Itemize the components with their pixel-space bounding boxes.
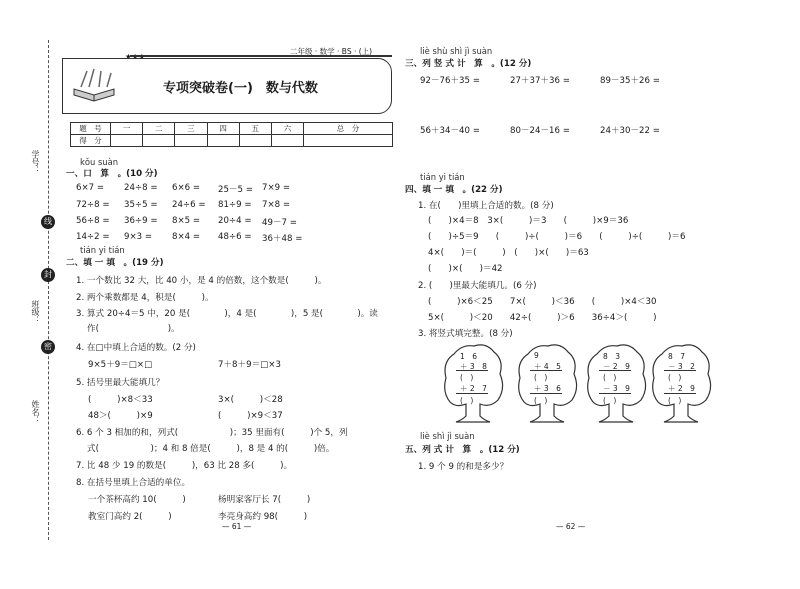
score-cell: 二 bbox=[143, 123, 175, 135]
s2-question-5: 5. 括号里最大能填几？ bbox=[76, 378, 165, 388]
mental-math-item: 25－5 = bbox=[218, 185, 253, 195]
section2-heading: 二、填 一 填 。(19 分) bbox=[66, 258, 164, 268]
s2-question-3b: 作( )。 bbox=[87, 324, 180, 334]
tree-rule bbox=[530, 393, 562, 394]
s2-question-8: 8. 在括号里填上合适的单位。 bbox=[76, 478, 191, 488]
s2-question-5c: 48＞( )×9 bbox=[88, 411, 153, 421]
header-stars: ★★★ bbox=[125, 52, 146, 61]
mental-math-item: 56÷8 = bbox=[76, 216, 110, 226]
tree-line: － 3 2 bbox=[668, 362, 695, 371]
mental-math-item: 81÷9 = bbox=[218, 200, 252, 210]
tree-line: 9 bbox=[534, 351, 539, 360]
tree-rule bbox=[456, 393, 488, 394]
s2-question-8b: 杨明家客厅长 7( ) bbox=[218, 495, 311, 505]
vertical-calc-item: 27＋37＋36 = bbox=[510, 76, 570, 86]
s4-question-2: 2. ( )里最大能填几。(6 分) bbox=[418, 281, 537, 291]
binding-circle-feng: 封 bbox=[41, 268, 55, 282]
s2-question-8c: 教室门高约 2( ) bbox=[88, 512, 172, 522]
s4-question-1: 1. 在( )里填上合适的数。(8 分) bbox=[418, 201, 554, 211]
score-cell: 四 bbox=[207, 123, 239, 135]
class-label: 班级： bbox=[31, 300, 40, 324]
name-label: 姓名： bbox=[31, 400, 40, 424]
score-input-cell[interactable] bbox=[304, 135, 393, 147]
score-input-cell[interactable] bbox=[143, 135, 175, 147]
tree-line: ( ) bbox=[534, 373, 548, 382]
section4-heading: 四、填 一 填 。(22 分) bbox=[405, 185, 503, 195]
s2-question-5a: ( )×8＜33 bbox=[88, 395, 153, 405]
mental-math-item: 36＋48 = bbox=[262, 234, 303, 244]
page-title: 专项突破卷(一) 数与代数 bbox=[163, 81, 318, 96]
s2-question-4a: 9×5＋9＝□×□ bbox=[88, 360, 153, 370]
s2-question-6a: 6. 6 个 3 相加的和，列式( )；35 里面有( )个 5，列 bbox=[76, 428, 348, 438]
score-cell: 题 号 bbox=[71, 123, 111, 135]
tree-line: ( ) bbox=[603, 396, 617, 405]
score-cell: 得 分 bbox=[71, 135, 111, 147]
mental-math-item: 6×7 = bbox=[76, 183, 105, 193]
mental-math-item: 14÷2 = bbox=[76, 232, 110, 242]
s4-question-3: 3. 将竖式填完整。(8 分) bbox=[418, 329, 513, 339]
student-id-label: 学号： bbox=[31, 150, 40, 174]
s4-q2-row2: 5×( )＜20 42÷( )＞6 36÷4＞( ) bbox=[428, 313, 657, 323]
tree-problem bbox=[583, 342, 649, 424]
s2-question-5d: ( )×9＜37 bbox=[218, 411, 283, 421]
s4-q2-row1: ( )×6＜25 7×( )＜36 ( )×4＜30 bbox=[428, 297, 657, 307]
mental-math-item: 20÷4 = bbox=[218, 216, 252, 226]
score-input-cell[interactable] bbox=[207, 135, 239, 147]
header-rule bbox=[130, 55, 392, 57]
mental-math-item: 36÷9 = bbox=[124, 216, 158, 226]
s2-question-4: 4. 在□中填上合适的数。(2 分) bbox=[76, 343, 196, 353]
mental-math-item: 24÷8 = bbox=[124, 183, 158, 193]
tree-line: ( ) bbox=[460, 396, 474, 405]
section5-pinyin: liè shì jì suàn bbox=[420, 431, 475, 441]
s4-q1-row1: ( )×4＝8 3×( )＝3 ( )×9＝36 bbox=[428, 216, 629, 226]
binding-margin bbox=[0, 0, 60, 589]
tree-line: ＋ 4 5 bbox=[534, 362, 561, 371]
book-icon bbox=[69, 67, 119, 107]
series-label: 二年级 · 数学 · BS · (上) bbox=[290, 47, 373, 56]
tree-line: ＋ 3 6 bbox=[534, 384, 561, 393]
tree-problem bbox=[648, 342, 714, 424]
vertical-calc-item: 80－24－16 = bbox=[510, 126, 570, 136]
page-number-left: — 61 — bbox=[222, 522, 252, 531]
tree-line: ( ) bbox=[460, 373, 474, 382]
binding-dashed-line bbox=[48, 40, 49, 540]
mental-math-item: 7×9 = bbox=[262, 183, 291, 193]
score-table-score-row bbox=[71, 135, 393, 147]
s2-question-6b: 式( )；4 和 8 倍是( )，8 是 4 的( )倍。 bbox=[87, 444, 335, 454]
vertical-calc-item: 92－76＋35 = bbox=[420, 76, 480, 86]
vertical-calc-item: 56＋34－40 = bbox=[420, 126, 480, 136]
section5-heading: 五、列 式 计 算 。(12 分) bbox=[405, 445, 520, 455]
score-cell: 三 bbox=[175, 123, 207, 135]
vertical-calc-item: 89－35＋26 = bbox=[600, 76, 660, 86]
tree-line: 8 7 bbox=[668, 352, 686, 361]
section4-pinyin: tián yi tián bbox=[420, 172, 465, 182]
tree-problem bbox=[440, 342, 506, 424]
s2-question-1: 1. 一个数比 32 大，比 40 小，是 4 的倍数，这个数是( )。 bbox=[76, 276, 327, 286]
section3-heading: 三、列 竖 式 计 算 。(12 分) bbox=[405, 59, 532, 69]
s2-question-7: 7. 比 48 少 19 的数是( )，63 比 28 多( )。 bbox=[76, 461, 293, 471]
mental-math-item: 8×4 = bbox=[172, 232, 201, 242]
score-input-cell[interactable] bbox=[111, 135, 143, 147]
tree-line: ( ) bbox=[603, 373, 617, 382]
tree-line: － 2 9 bbox=[603, 362, 630, 371]
tree-rule bbox=[599, 393, 631, 394]
s4-q1-row2: ( )÷5＝9 ( )÷( )＝6 ( )÷( )＝6 bbox=[428, 232, 686, 242]
s2-question-5b: 3×( )＜28 bbox=[218, 395, 283, 405]
score-cell: 六 bbox=[271, 123, 303, 135]
tree-rule bbox=[664, 370, 696, 371]
tree-rule bbox=[530, 370, 562, 371]
mental-math-item: 7×8 = bbox=[262, 200, 291, 210]
tree-line: ＋ 3 8 bbox=[460, 362, 487, 371]
mental-math-item: 35÷5 = bbox=[124, 200, 158, 210]
tree-line: 1 6 bbox=[460, 352, 478, 361]
mental-math-item: 9×3 = bbox=[124, 232, 153, 242]
section1-pinyin: kǒu suàn bbox=[80, 157, 119, 167]
tree-line: ( ) bbox=[668, 396, 682, 405]
mental-math-item: 8×5 = bbox=[172, 216, 201, 226]
tree-line: ( ) bbox=[668, 373, 682, 382]
score-table-header-row bbox=[71, 123, 393, 135]
tree-rule bbox=[456, 370, 488, 371]
mental-math-item: 24÷6 = bbox=[172, 200, 206, 210]
section2-pinyin: tián yi tián bbox=[80, 245, 125, 255]
s2-question-3a: 3. 算式 20÷4＝5 中，20 是( )，4 是( )，5 是( )。读 bbox=[76, 309, 378, 319]
score-input-cell[interactable] bbox=[175, 135, 207, 147]
tree-problem bbox=[514, 342, 580, 424]
binding-circle-xian: 线 bbox=[41, 215, 55, 229]
score-input-cell[interactable] bbox=[271, 135, 303, 147]
section1-heading: 一、口 算 。(10 分) bbox=[66, 169, 158, 179]
tree-rule bbox=[599, 370, 631, 371]
binding-circle-mi: 密 bbox=[41, 340, 55, 354]
s5-question-1: 1. 9 个 9 的和是多少？ bbox=[418, 462, 509, 472]
section3-pinyin: liè shù shì jì suàn bbox=[420, 46, 493, 56]
mental-math-item: 6×6 = bbox=[172, 183, 201, 193]
s2-question-2: 2. 两个乘数都是 4，积是( )。 bbox=[76, 293, 214, 303]
score-cell: 五 bbox=[239, 123, 271, 135]
tree-line: 8 3 bbox=[603, 352, 621, 361]
page-number-right: — 62 — bbox=[556, 522, 586, 531]
title-box bbox=[62, 58, 392, 114]
tree-line: ＋ 2 7 bbox=[460, 384, 487, 393]
vertical-calc-item: 24＋30－22 = bbox=[600, 126, 660, 136]
s2-question-8d: 李亮身高约 98( ) bbox=[218, 512, 308, 522]
s4-q1-row3: 4×( )＝( ) ( )×( )＝63 bbox=[428, 248, 589, 258]
s2-question-8a: 一个茶杯高约 10( ) bbox=[88, 495, 186, 505]
score-table bbox=[70, 122, 393, 147]
score-cell: 一 bbox=[111, 123, 143, 135]
score-cell: 总 分 bbox=[304, 123, 393, 135]
tree-line: － 3 9 bbox=[603, 384, 630, 393]
tree-line: ( ) bbox=[534, 396, 548, 405]
s4-q1-row4: ( )×( )＝42 bbox=[428, 264, 503, 274]
mental-math-item: 48÷6 = bbox=[218, 232, 252, 242]
mental-math-item: 72÷8 = bbox=[76, 200, 110, 210]
tree-rule bbox=[664, 393, 696, 394]
tree-line: ＋ 2 9 bbox=[668, 384, 695, 393]
s2-question-4b: 7＋8＋9＝□×3 bbox=[218, 360, 281, 370]
score-input-cell[interactable] bbox=[239, 135, 271, 147]
mental-math-item: 49－7 = bbox=[262, 218, 297, 228]
